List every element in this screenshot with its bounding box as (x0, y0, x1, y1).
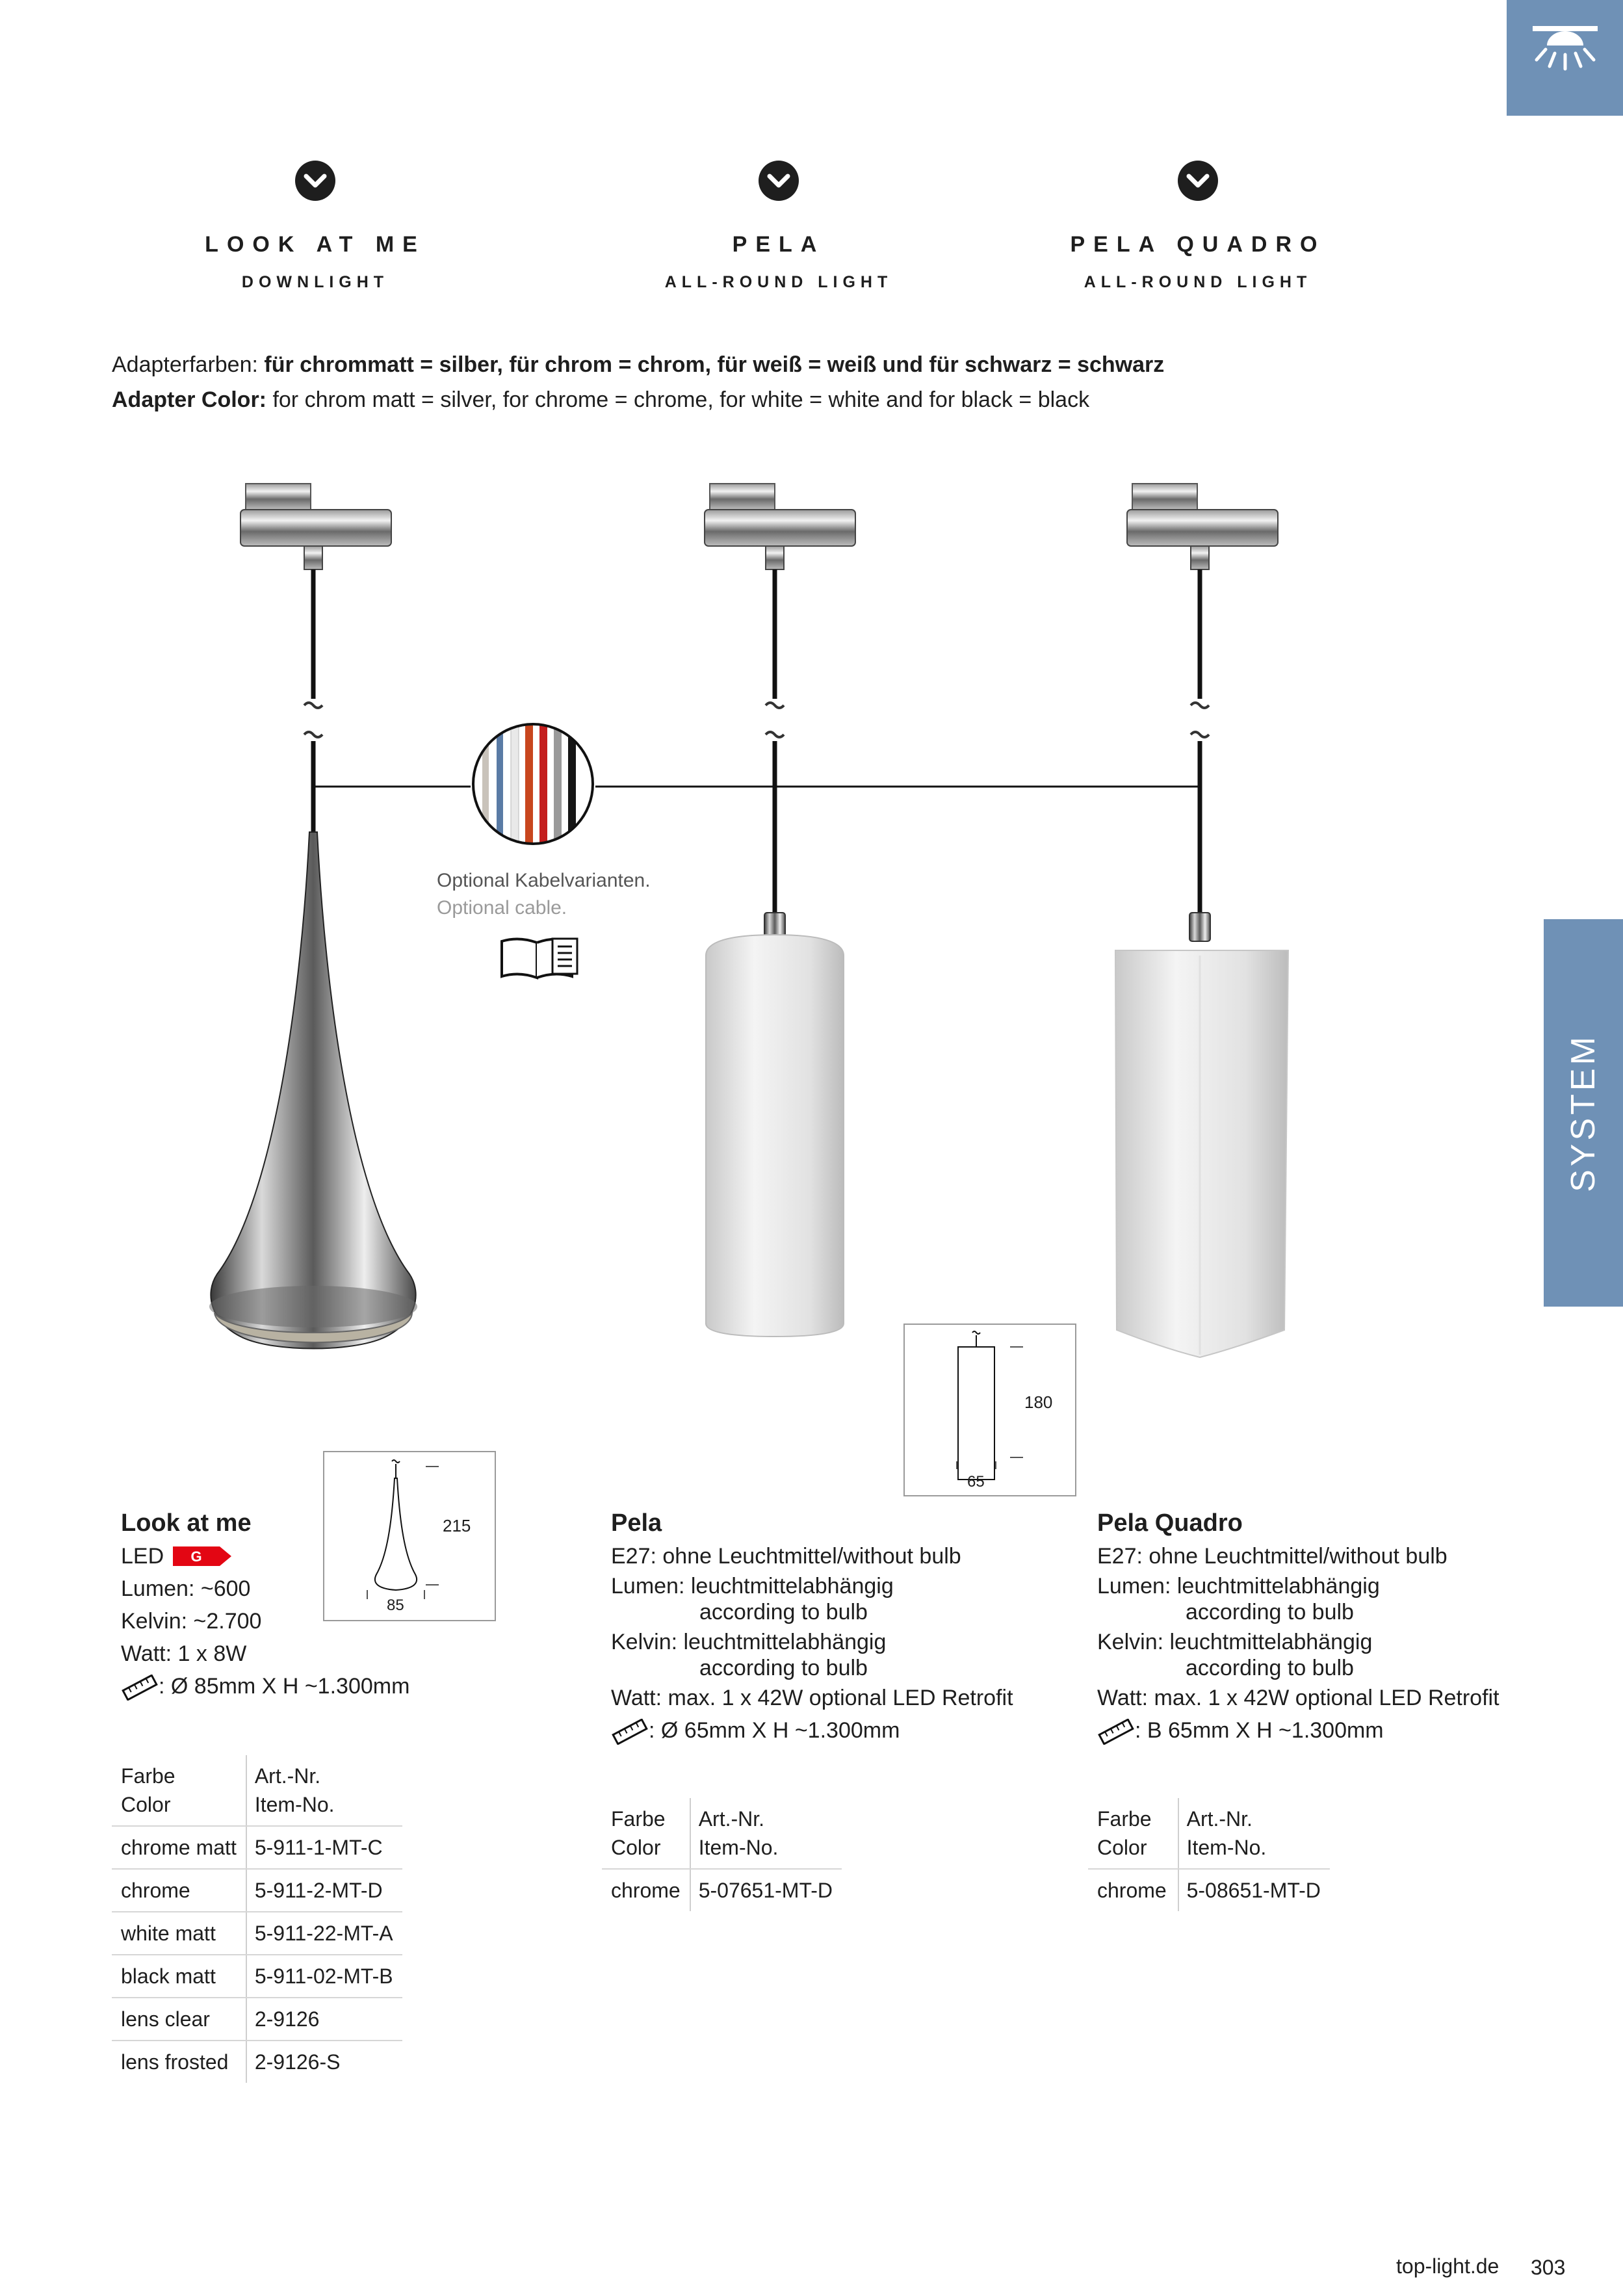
bulb-line: E27: ohne Leuchtmittel/without bulb (611, 1544, 961, 1569)
pela-quadro-lamp (1115, 913, 1288, 1357)
product-illustrations (0, 455, 1365, 1378)
width-label: 85 (387, 1597, 404, 1614)
item-no-cell: 2-9126 (246, 1998, 402, 2041)
header-pela (584, 160, 974, 292)
table-row (1088, 1869, 1330, 1911)
energy-class-label: G (190, 1548, 202, 1565)
ceiling-light-icon (1507, 0, 1623, 116)
energy-class-badge (173, 1546, 231, 1566)
ruler-icon (611, 1719, 649, 1745)
header-product-type: DOWNLIGHT (241, 273, 389, 291)
adapter-text-de: für chrommatt = silber, für chrom = chrom, für weiß = weiß und für schwarz = schwarz (264, 352, 1165, 377)
chevron-down-icon (758, 160, 799, 202)
size-line (611, 1715, 1013, 1745)
product-title: Pela (611, 1509, 662, 1537)
watt-line: Watt: max. 1 x 42W optional LED Retrofit (611, 1686, 1013, 1710)
optional-cable-note (437, 867, 651, 922)
item-no-cell: 5-911-02-MT-B (246, 1955, 402, 1998)
product-pela (611, 1509, 1013, 1745)
color-cell: lens clear (112, 1998, 246, 2041)
item-no-cell: 5-911-2-MT-D (246, 1869, 402, 1912)
kelvin-line-en: according to bulb (1186, 1656, 1354, 1680)
item-no-header: Art.-Nr. Item-No. (1178, 1798, 1330, 1869)
lumen-line: Lumen: ~600 (121, 1576, 251, 1601)
track-adapter-1 (240, 484, 391, 569)
size-line (1097, 1715, 1500, 1745)
product-pela-quadro (1097, 1509, 1500, 1745)
kelvin-line: Kelvin: leuchtmittelabhängig (1097, 1630, 1373, 1654)
pela-lamp (706, 913, 844, 1337)
footer-website[interactable]: top-light.de (1396, 2254, 1500, 2278)
table-row (112, 1998, 402, 2041)
chevron-down-icon (294, 160, 336, 202)
look-at-me-lamp (209, 832, 417, 1349)
page-number: 303 (1531, 2256, 1566, 2279)
adapter-text-en: for chrom matt = silver, for chrome = chrome, for white = white and for black = black (272, 387, 1090, 412)
color-header: Farbe Color (112, 1755, 246, 1826)
lumen-line: Lumen: leuchtmittelabhängig (611, 1574, 894, 1598)
height-label: 180 (1024, 1392, 1053, 1412)
kelvin-line-en: according to bulb (699, 1656, 868, 1680)
catalog-book-icon (499, 935, 580, 983)
category-tab (1507, 0, 1623, 116)
bulb-line: E27: ohne Leuchtmittel/without bulb (1097, 1544, 1448, 1569)
item-table-look-at-me (112, 1755, 402, 2083)
cable-break-marks (304, 703, 1209, 737)
adapter-label-de: Adapterfarben: (112, 352, 258, 377)
height-label: 215 (443, 1516, 471, 1535)
chevron-down-icon (1177, 160, 1219, 202)
table-header (602, 1798, 842, 1869)
table-row (112, 1955, 402, 1998)
led-line (121, 1541, 409, 1571)
table-row (602, 1869, 842, 1911)
product-look-at-me (121, 1509, 409, 1701)
ruler-icon (121, 1675, 159, 1701)
size-line (121, 1671, 409, 1701)
section-tab-label: SYSTEM (1565, 1034, 1602, 1192)
item-no-header: Art.-Nr. Item-No. (690, 1798, 842, 1869)
table-row (112, 1826, 402, 1869)
header-product-name: PELA QUADRO (1070, 232, 1326, 257)
width-label: 65 (967, 1473, 985, 1491)
adapter-label-en: Adapter Color: (112, 387, 266, 412)
item-no-cell: 5-07651-MT-D (698, 1878, 833, 1902)
header-product-name: PELA (732, 232, 825, 257)
item-no-cell: 5-911-1-MT-C (246, 1826, 402, 1869)
adapter-colors-de (112, 352, 1164, 378)
item-no-cell: 5-911-22-MT-A (246, 1912, 402, 1955)
header-product-type: ALL-ROUND LIGHT (664, 273, 893, 291)
watt-line: Watt: max. 1 x 42W optional LED Retrofit (1097, 1686, 1500, 1710)
table-row (112, 1869, 402, 1912)
color-cell: lens frosted (112, 2041, 246, 2083)
cable-color-swatch (468, 722, 598, 852)
color-cell: chrome (1088, 1869, 1178, 1911)
adapter-colors-en (112, 387, 1089, 413)
optional-cable-en: Optional cable. (437, 897, 567, 919)
table-header (1088, 1798, 1330, 1869)
item-no-header: Art.-Nr. Item-No. (246, 1755, 402, 1826)
header-pela-quadro (1003, 160, 1393, 292)
color-cell: chrome matt (112, 1826, 246, 1869)
color-cell: black matt (112, 1955, 246, 1998)
optional-cable-de: Optional Kabelvarianten. (437, 870, 651, 891)
led-label: LED (121, 1544, 164, 1569)
item-table-pela-quadro (1088, 1798, 1330, 1911)
header-product-type: ALL-ROUND LIGHT (1084, 273, 1312, 291)
item-table-pela (602, 1798, 842, 1911)
item-no-cell: 2-9126-S (254, 2050, 341, 2074)
lumen-line-en: according to bulb (1186, 1600, 1354, 1624)
kelvin-line: Kelvin: leuchtmittelabhängig (611, 1630, 887, 1654)
header-product-name: LOOK AT ME (205, 232, 426, 257)
color-cell: chrome (602, 1869, 690, 1911)
size-text: : B 65mm X H ~1.300mm (1135, 1718, 1384, 1743)
item-no-cell: 5-08651-MT-D (1186, 1878, 1321, 1902)
color-header: Farbe Color (602, 1798, 690, 1869)
dimension-drawing-pela (903, 1324, 1076, 1496)
product-title: Look at me (121, 1509, 252, 1537)
table-header (112, 1755, 402, 1826)
product-title: Pela Quadro (1097, 1509, 1243, 1537)
track-adapter-2 (705, 484, 855, 569)
section-tab (1544, 919, 1623, 1307)
color-header: Farbe Color (1088, 1798, 1178, 1869)
table-row (112, 2041, 402, 2083)
header-look-at-me (120, 160, 510, 292)
lumen-line-en: according to bulb (699, 1600, 868, 1624)
size-text: : Ø 85mm X H ~1.300mm (159, 1674, 410, 1699)
size-text: : Ø 65mm X H ~1.300mm (649, 1718, 900, 1743)
watt-line: Watt: 1 x 8W (121, 1641, 247, 1666)
ruler-icon (1097, 1719, 1135, 1745)
color-cell: white matt (112, 1912, 246, 1955)
lumen-line: Lumen: leuchtmittelabhängig (1097, 1574, 1380, 1598)
track-adapter-3 (1127, 484, 1278, 569)
table-row (112, 1912, 402, 1955)
color-cell: chrome (112, 1869, 246, 1912)
kelvin-line: Kelvin: ~2.700 (121, 1609, 262, 1634)
cables (313, 569, 1200, 917)
